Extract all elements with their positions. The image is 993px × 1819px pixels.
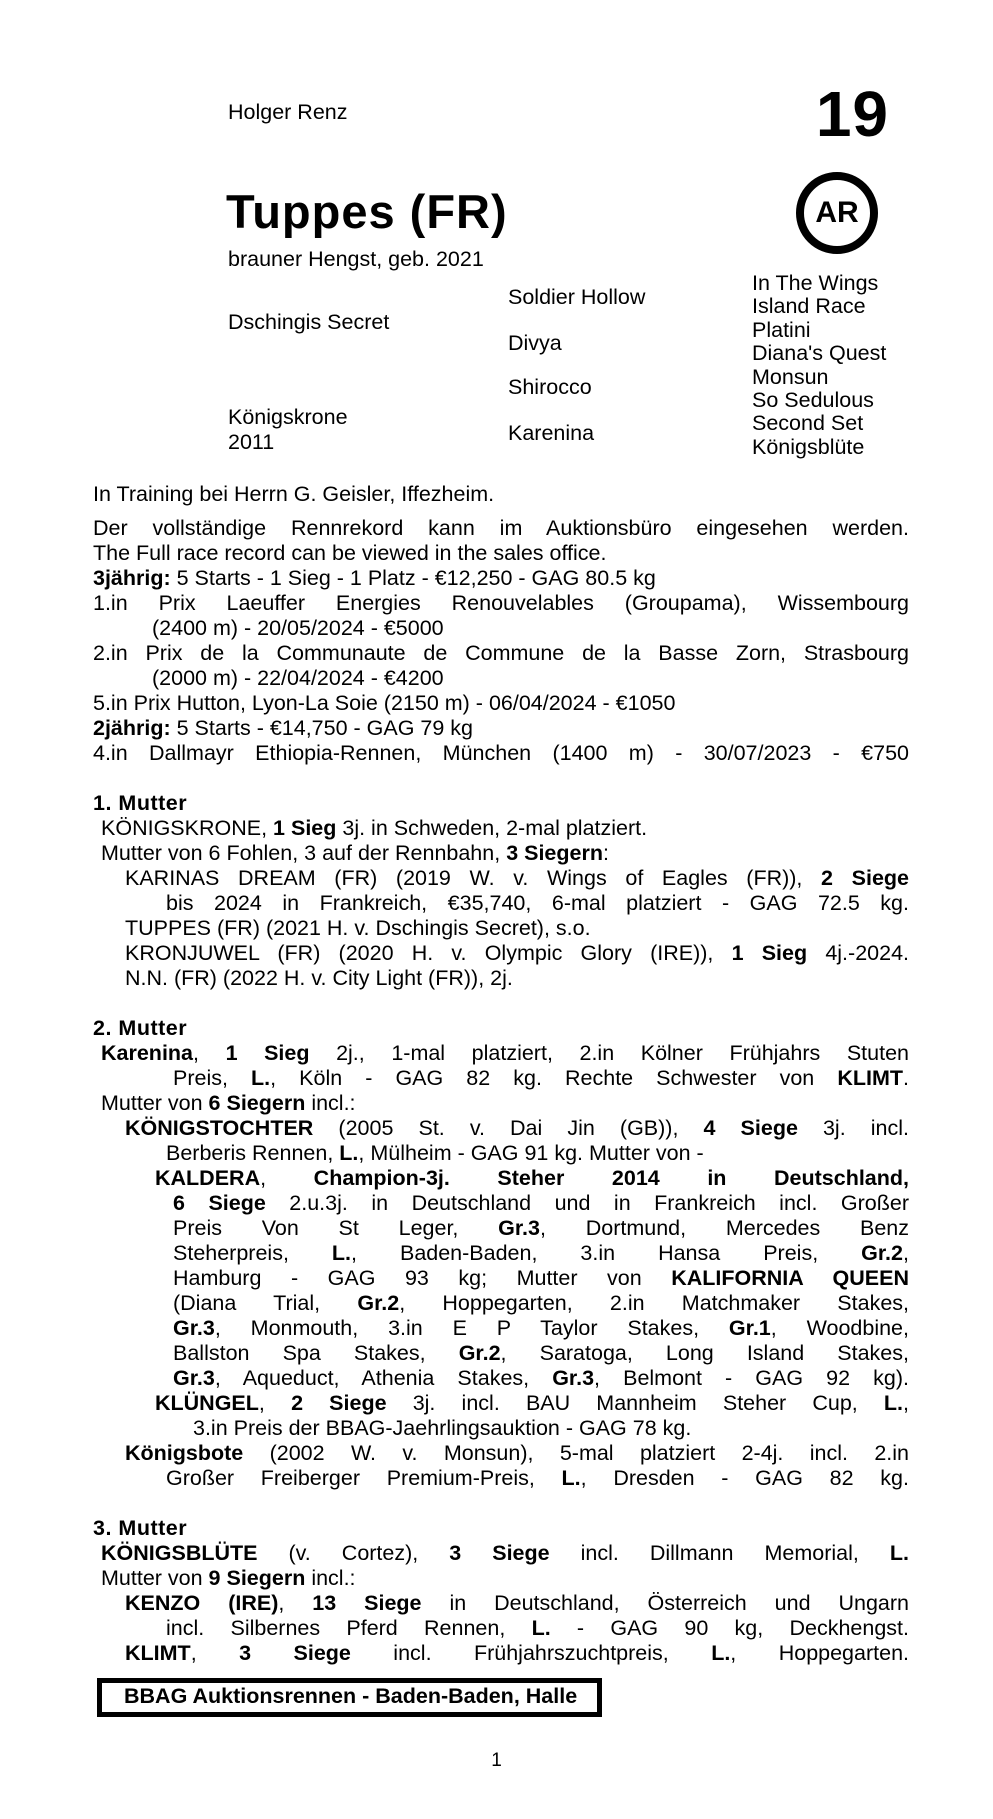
text-line: 5.in Prix Hutton, Lyon-La Soie (2150 m) - 06/04/2024 - €1050 xyxy=(93,691,676,715)
lot-number: 19 xyxy=(815,78,889,150)
text-line: Großer Freiberger Premium-Preis, L., Dresden - GAG 82 kg. xyxy=(166,1466,909,1490)
text-line: 3.in Preis der BBAG-Jaehrlingsauktion - GAG 78 kg. xyxy=(193,1416,692,1440)
footer-race-box xyxy=(97,1678,602,1717)
text-line: N.N. (FR) (2022 H. v. City Light (FR)), 2j. xyxy=(125,966,513,990)
text-line: (2000 m) - 22/04/2024 - €4200 xyxy=(152,666,444,690)
text-line: Mutter von 6 Siegern incl.: xyxy=(101,1091,356,1115)
horse-title: Tuppes (FR) xyxy=(226,185,508,238)
text-line: Ballston Spa Stakes, Gr.2, Saratoga, Long Island Stakes, xyxy=(173,1341,909,1365)
text-line: 2. Mutter xyxy=(93,1016,188,1040)
text-line: Mutter von 9 Siegern incl.: xyxy=(101,1566,356,1590)
text-line: 6 Siege 2.u.3j. in Deutschland und in Frankreich incl. Großer xyxy=(173,1191,909,1215)
generation3-column xyxy=(752,272,886,459)
text-line: KALDERA, Champion-3j. Steher 2014 in Deutschland, xyxy=(155,1166,909,1190)
text-line: Preis, L., Köln - GAG 82 kg. Rechte Schwester von KLIMT. xyxy=(173,1066,909,1090)
pedigree-name: Island Race xyxy=(752,294,866,319)
text-line: KENZO (IRE), 13 Siege in Deutschland, Österreich und Ungarn xyxy=(125,1591,909,1615)
text-line: KRONJUWEL (FR) (2020 H. v. Olympic Glory (IRE)), 1 Sieg 4j.-2024. xyxy=(125,941,909,965)
text-line: In Training bei Herrn G. Geisler, Iffezheim. xyxy=(93,482,495,506)
text-line: TUPPES (FR) (2021 H. v. Dschingis Secret), s.o. xyxy=(125,916,591,940)
text-line: KÖNIGSBLÜTE (v. Cortez), 3 Siege incl. Dillmann Memorial, L. xyxy=(101,1541,909,1565)
dam-year: 2011 xyxy=(228,430,275,454)
text-line: 1. Mutter xyxy=(93,791,188,815)
pedigree-name: Platini xyxy=(752,317,811,342)
text-line: Gr.3, Monmouth, 3.in E P Taylor Stakes, Gr.1, Woodbine, xyxy=(173,1316,909,1340)
text-line: Preis Von St Leger, Gr.3, Dortmund, Mercedes Benz xyxy=(173,1216,909,1240)
text-line: 2.in Prix de la Communaute de Commune de la Basse Zorn, Strasbourg xyxy=(93,641,909,665)
text-line: KARINAS DREAM (FR) (2019 W. v. Wings of Eagles (FR)), 2 Siege xyxy=(125,866,909,890)
pedigree-name: Second Set xyxy=(752,411,864,436)
text-line: 3. Mutter xyxy=(93,1516,188,1540)
text-line: KLÜNGEL, 2 Siege 3j. incl. BAU Mannheim Steher Cup, L., xyxy=(155,1391,910,1415)
dam-name: Königskrone xyxy=(228,405,348,429)
footer-race-box-label: BBAG Auktionsrennen - Baden-Baden, Halle xyxy=(124,1684,578,1708)
text-line: 4.in Dallmayr Ethiopia-Rennen, München (1400 m) - 30/07/2023 - €750 xyxy=(93,741,909,765)
text-line: 2jährig: 5 Starts - €14,750 - GAG 79 kg xyxy=(93,716,473,740)
sire-name: Dschingis Secret xyxy=(228,310,390,334)
pedigree-name: In The Wings xyxy=(752,271,879,295)
horse-description: brauner Hengst, geb. 2021 xyxy=(228,247,484,271)
text-line: KLIMT, 3 Siege incl. Frühjahrszuchtpreis, L., Hoppegarten. xyxy=(125,1641,909,1665)
pedigree-name: So Sedulous xyxy=(752,388,874,413)
text-line: (Diana Trial, Gr.2, Hoppegarten, 2.in Matchmaker Stakes, xyxy=(173,1291,910,1315)
sire-sire-name: Soldier Hollow xyxy=(508,285,646,309)
text-line: Hamburg - GAG 93 kg; Mutter von KALIFORNIA QUEEN xyxy=(173,1266,909,1290)
text-line: 1.in Prix Laeuffer Energies Renouvelables (Groupama), Wissembourg xyxy=(93,591,909,615)
text-line: Steherpreis, L., Baden-Baden, 3.in Hansa Preis, Gr.2, xyxy=(173,1241,909,1265)
dam-dam-name: Karenina xyxy=(508,421,595,445)
sire-dam-name: Divya xyxy=(508,331,562,355)
text-line: KÖNIGSKRONE, 1 Sieg 3j. in Schweden, 2-mal platziert. xyxy=(101,816,648,840)
pedigree-name: Monsun xyxy=(752,364,829,389)
text-line: Gr.3, Aqueduct, Athenia Stakes, Gr.3, Belmont - GAG 92 kg). xyxy=(173,1366,909,1390)
page-number: 1 xyxy=(491,1750,502,1771)
ar-badge xyxy=(796,172,878,254)
text-line: The Full race record can be viewed in the sales office. xyxy=(93,541,607,565)
ar-badge-label: AR xyxy=(815,196,859,229)
text-line: (2400 m) - 20/05/2024 - €5000 xyxy=(152,616,444,640)
text-line: Berberis Rennen, L., Mülheim - GAG 91 kg. Mutter von - xyxy=(166,1141,704,1165)
text-line: KÖNIGSTOCHTER (2005 St. v. Dai Jin (GB)), 4 Siege 3j. incl. xyxy=(125,1116,909,1140)
consignor-name: Holger Renz xyxy=(228,100,348,124)
text-line: Königsbote (2002 W. v. Monsun), 5-mal platziert 2-4j. incl. 2.in xyxy=(125,1441,909,1465)
pedigree-name: Diana's Quest xyxy=(752,341,887,366)
text-line: 3jährig: 5 Starts - 1 Sieg - 1 Platz - €12,250 - GAG 80.5 kg xyxy=(93,566,656,590)
text-line: Karenina, 1 Sieg 2j., 1-mal platziert, 2.in Kölner Frühjahrs Stuten xyxy=(101,1041,909,1065)
pedigree-name: Königsblüte xyxy=(752,434,865,459)
dam-sire-name: Shirocco xyxy=(508,375,592,399)
text-line: Der vollständige Rennrekord kann im Auktionsbüro eingesehen werden. xyxy=(93,516,909,540)
catalog-text xyxy=(93,482,909,1666)
text-line: Mutter von 6 Fohlen, 3 auf der Rennbahn, 3 Siegern: xyxy=(101,841,609,865)
text-line: incl. Silbernes Pferd Rennen, L. - GAG 90 kg, Deckhengst. xyxy=(166,1616,909,1640)
text-line: bis 2024 in Frankreich, €35,740, 6-mal platziert - GAG 72.5 kg. xyxy=(166,891,909,915)
